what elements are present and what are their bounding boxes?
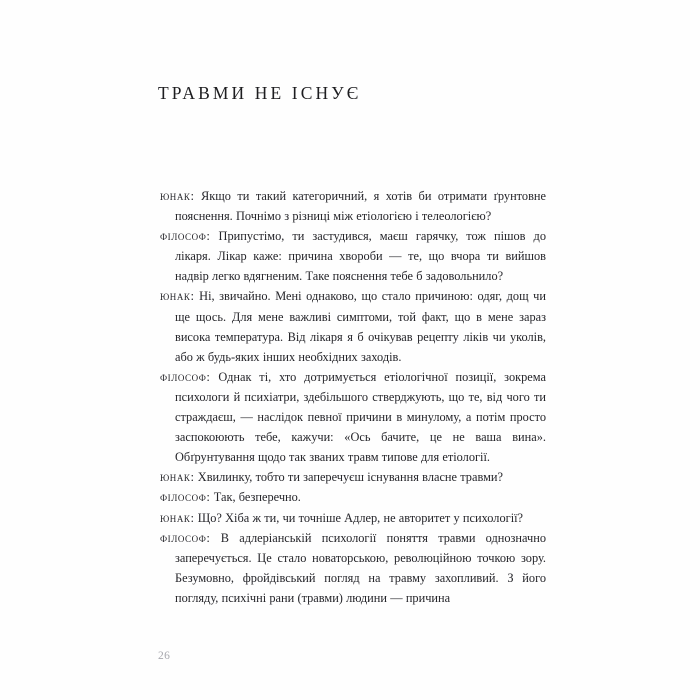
speaker-label: філософ: (160, 490, 211, 505)
dialogue-line (160, 286, 546, 366)
dialogue-text: Так, безперечно. (210, 490, 301, 505)
chapter-title: ТРАВМИ НЕ ІСНУЄ (158, 82, 362, 103)
speaker-label: юнак: (160, 470, 195, 485)
speaker-label: юнак: (160, 510, 195, 525)
dialogue-line (160, 186, 546, 226)
speaker-label: філософ: (160, 229, 211, 244)
dialogue-line (160, 487, 546, 507)
dialogue-body (160, 186, 546, 608)
speaker-label: філософ: (160, 530, 211, 545)
dialogue-text: Ні, звичайно. Мені однаково, що стало причиною: одяг, дощ чи ще щось. Для мене важливі симптоми, той факт, що в мене зараз висока температура. Від лікаря я б очікував рецепту ліків чи уколів, або ж будь-яких інших необхідних заходів. (175, 289, 546, 364)
dialogue-text: В адлеріанській психології поняття травми однозначно заперечується. Це стало новаторською, революційною точкою зору. Безумовно, фройдівський погляд на травму захопливий. З його погляду, психічні рани (травми) людини — причина (175, 530, 546, 605)
dialogue-text: Якщо ти такий категоричний, я хотів би отримати ґрунтовне пояснення. Почнімо з різниці між етіологією і телеологією? (175, 189, 546, 224)
dialogue-text: Хвилинку, тобто ти заперечуєш існування власне травми? (194, 470, 503, 485)
speaker-label: юнак: (160, 189, 195, 203)
dialogue-text: Однак ті, хто дотримується етіологічної позиції, зокрема психологи й психіатри, здебільшого стверджують, що те, від чого ти страждаєш, — наслідок певної причини в минулому, а потім просто заспокоюють тебе, кажучи: «Ось бачите, це не ваша вина». Обґрунтування щодо так званих травм типове для етіології. (175, 369, 546, 465)
dialogue-line (160, 367, 546, 467)
dialogue-line (160, 226, 546, 286)
dialogue-line (160, 528, 546, 608)
page-number: 26 (158, 650, 171, 662)
dialogue-line (160, 467, 546, 487)
dialogue-text: Що? Хіба ж ти, чи точніше Адлер, не авторитет у психології? (194, 510, 524, 525)
speaker-label: філософ: (160, 369, 211, 384)
speaker-label: юнак: (160, 289, 195, 304)
dialogue-text: Припустімо, ти застудився, маєш гарячку, тож пішов до лікаря. Лікар каже: причина хвороби — те, що вчора ти вийшов надвір легко вдягненим. Таке пояснення тебе б задовольнило? (175, 229, 546, 284)
dialogue-line (160, 508, 546, 528)
